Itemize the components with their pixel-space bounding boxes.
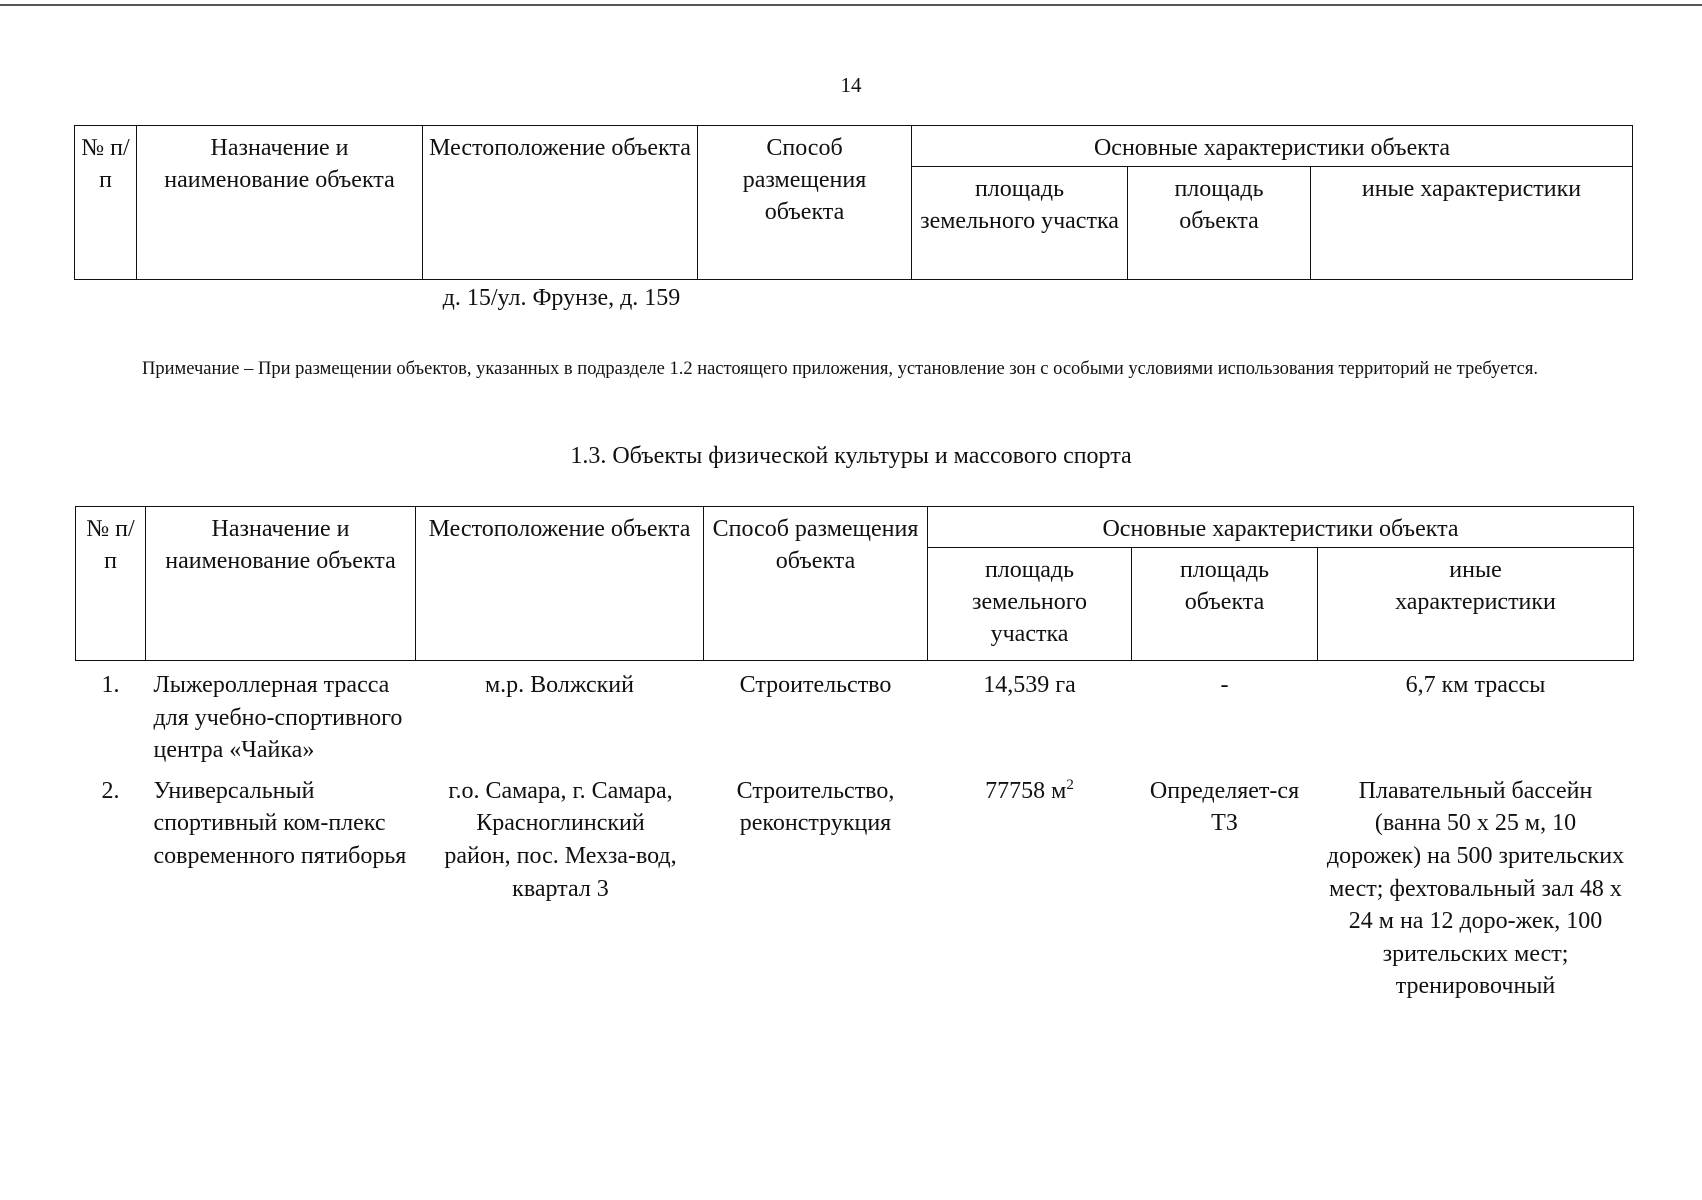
header-land-area: площадь земельного участка	[928, 548, 1132, 661]
land-area-value: 14,539 га	[983, 672, 1076, 698]
header-object-area: площадь объекта	[1128, 167, 1311, 280]
land-area-unit-exponent: 2	[1066, 776, 1074, 793]
header-land-area: площадь земельного участка	[912, 167, 1128, 280]
header-method: Способ размещения объекта	[698, 126, 912, 280]
table-row	[76, 767, 1634, 1003]
header-method: Способ размещения объекта	[704, 507, 928, 661]
scan-edge-line	[0, 4, 1702, 6]
cell-object-area: Определяет-ся ТЗ	[1149, 777, 1300, 837]
header-other: иные характеристики	[1318, 548, 1634, 661]
section-title: 1.3. Объекты физической культуры и массового спорта	[570, 443, 1132, 469]
cell-method: Строительство, реконструкция	[736, 777, 895, 837]
header-main-characteristics: Основные характеристики объекта	[912, 126, 1633, 167]
cell-num: 1.	[101, 672, 120, 698]
cell-object-area: -	[1220, 672, 1229, 698]
page-number: 14	[840, 73, 862, 97]
cell-other: 6,7 км трассы	[1405, 672, 1546, 698]
sports-objects-table	[75, 506, 1634, 1003]
header-name: Назначение и наименование объекта	[137, 126, 423, 280]
table-continued-1-2	[74, 125, 1633, 280]
cell-other: Плавательный бассейн (ванна 50 х 25 м, 10 дорожек) на 500 зрительских мест; фехтовальный зал 48 х 24 м на 12 доро-жек, 100 зрительских мест; тренировочный	[1326, 777, 1625, 1000]
cell-name: Универсальный спортивный ком-плекс современного пятиборья	[153, 777, 407, 869]
header-name: Назначение и наименование объекта	[146, 507, 416, 661]
header-num: № п/п	[76, 507, 146, 661]
note-paragraph: Примечание – При размещении объектов, указанных в подразделе 1.2 настоящего приложения, установление зон с особыми условиями использования территорий не требуется.	[142, 359, 1539, 379]
cell-location: г.о. Самара, г. Самара, Красноглинский район, пос. Мехза-вод, квартал 3	[444, 777, 677, 902]
cell-land-area	[928, 661, 1132, 767]
header-other: иные характеристики	[1311, 167, 1633, 280]
header-num: № п/п	[75, 126, 137, 280]
land-area-value: 77758 м	[985, 777, 1067, 804]
cell-name: Лыжероллерная трасса для учебно-спортивного центра «Чайка»	[153, 672, 403, 764]
header-location: Местоположение объекта	[423, 126, 698, 280]
cell-land-area	[928, 767, 1132, 1003]
cell-location: м.р. Волжский	[484, 672, 634, 698]
cell-method: Строительство	[739, 672, 892, 698]
header-main-characteristics: Основные характеристики объекта	[928, 507, 1634, 548]
header-location: Местоположение объекта	[416, 507, 704, 661]
carryover-location: д. 15/ул. Фрунзе, д. 159	[442, 285, 681, 311]
table-row	[76, 661, 1634, 767]
cell-num: 2.	[101, 777, 120, 804]
header-object-area: площадь объекта	[1132, 548, 1318, 661]
